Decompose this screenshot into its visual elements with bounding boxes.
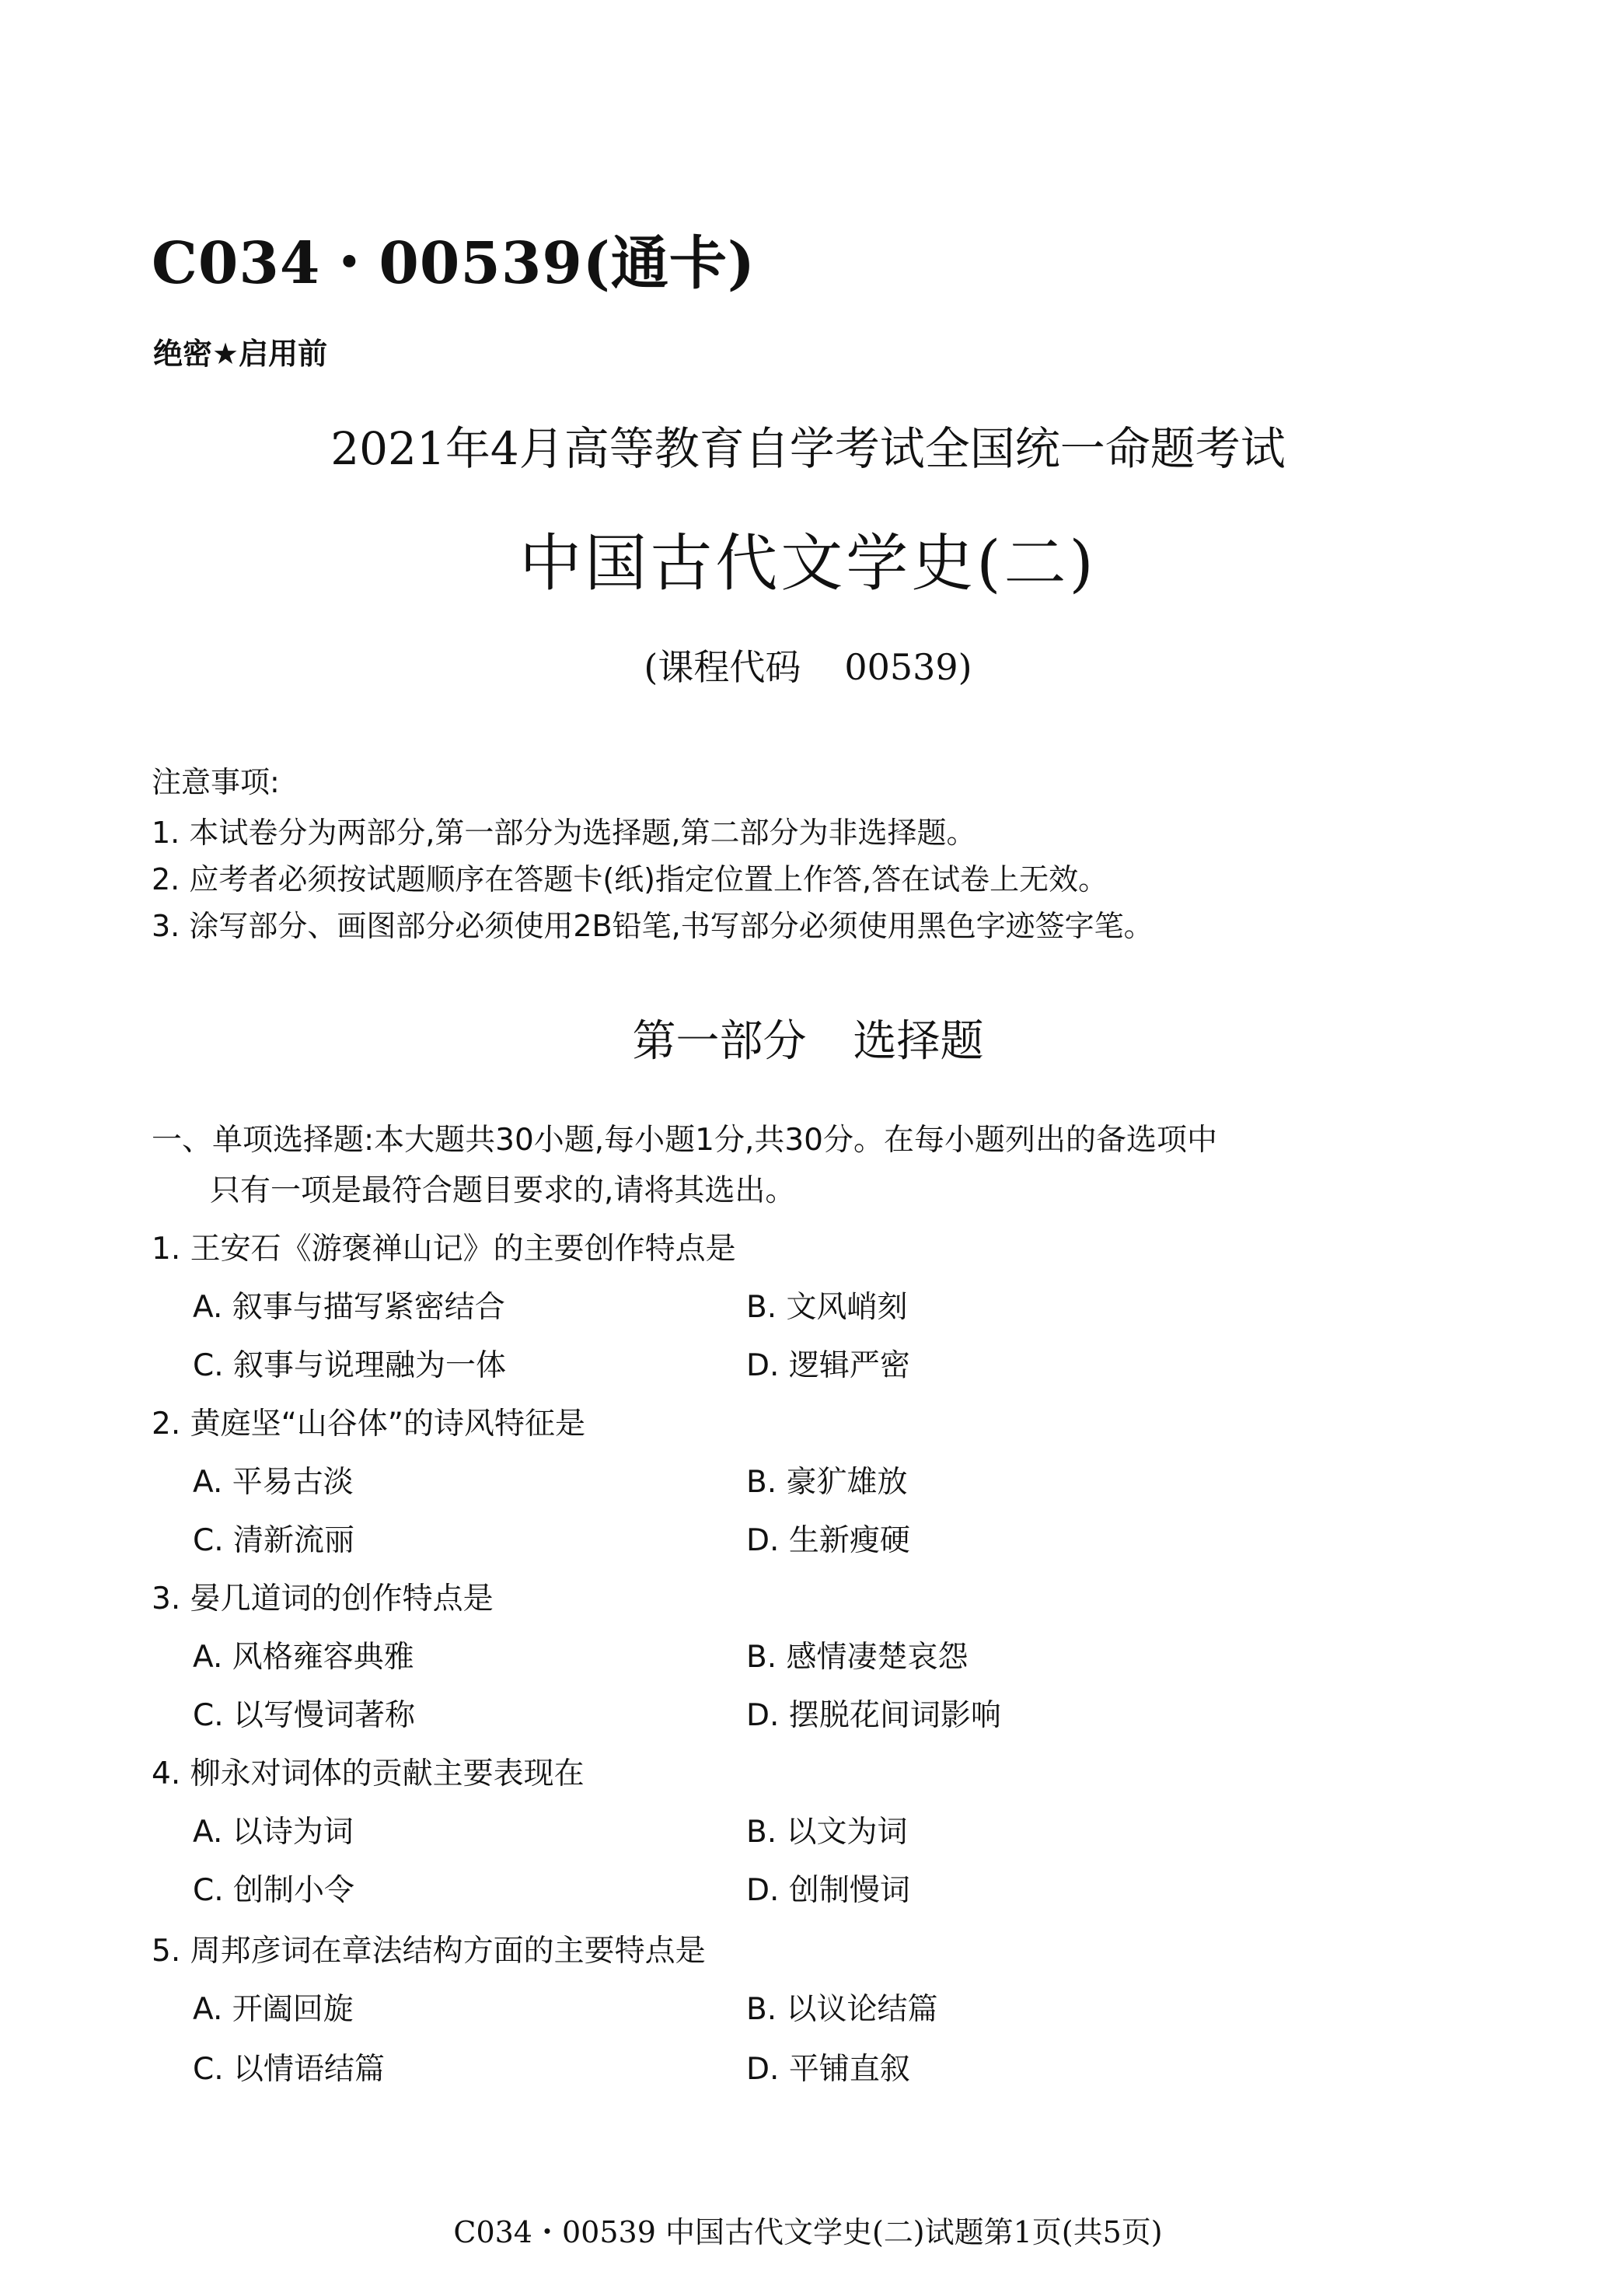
option-c: C. 叙事与说理融为一体 <box>193 1348 507 1383</box>
option-b: B. 感情凄楚哀怨 <box>746 1640 969 1675</box>
paper-code: C034・00539(通卡) <box>152 230 756 297</box>
option-d: D. 平铺直叙 <box>746 2052 910 2087</box>
option-c: C. 以情语结篇 <box>193 2052 386 2087</box>
part-title-a: 第一部分 <box>632 1016 807 1067</box>
part-title-b: 选择题 <box>853 1016 984 1067</box>
course-code-label: (课程代码 <box>644 646 801 688</box>
question-stem: 2. 黄庭坚“山谷体”的诗风特征是 <box>152 1407 586 1442</box>
note-item: 2. 应考者必须按试题顺序在答题卡(纸)指定位置上作答,答在试卷上无效。 <box>152 862 1108 896</box>
question-stem: 4. 柳永对词体的贡献主要表现在 <box>152 1756 585 1791</box>
option-d: D. 创制慢词 <box>746 1873 910 1908</box>
option-a: A. 风格雍容典雅 <box>193 1640 414 1675</box>
course-code-value: 00539) <box>844 646 972 688</box>
option-a: A. 开阖回旋 <box>193 1992 354 2027</box>
option-b: B. 文风峭刻 <box>746 1290 908 1325</box>
subject-title: 中国古代文学史(二) <box>519 527 1097 599</box>
notes-title: 注意事项: <box>152 765 280 799</box>
secret-label: 绝密★启用前 <box>153 337 328 371</box>
option-d: D. 摆脱花间词影响 <box>746 1698 1001 1733</box>
question-stem: 3. 晏几道词的创作特点是 <box>152 1581 494 1616</box>
option-b: B. 以议论结篇 <box>746 1992 938 2027</box>
option-a: A. 平易古淡 <box>193 1465 354 1500</box>
exam-title: 2021年4月高等教育自学考试全国统一命题考试 <box>330 422 1286 475</box>
page-footer: C034・00539 中国古代文学史(二)试题第1页(共5页) <box>453 2215 1163 2249</box>
option-c: C. 创制小令 <box>193 1873 355 1908</box>
option-b: B. 豪犷雄放 <box>746 1465 908 1500</box>
option-c: C. 以写慢词著称 <box>193 1698 416 1733</box>
course-code <box>0 639 1616 690</box>
question-stem: 5. 周邦彦词在章法结构方面的主要特点是 <box>152 1934 706 1969</box>
option-b: B. 以文为词 <box>746 1815 908 1850</box>
option-a: A. 以诗为词 <box>193 1815 354 1850</box>
option-d: D. 逻辑严密 <box>746 1348 910 1383</box>
note-item: 3. 涂写部分、画图部分必须使用2B铅笔,书写部分必须使用黑色字迹签字笔。 <box>152 909 1154 943</box>
question-stem: 1. 王安石《游褒禅山记》的主要创作特点是 <box>152 1232 736 1267</box>
note-item: 1. 本试卷分为两部分,第一部分为选择题,第二部分为非选择题。 <box>152 816 976 850</box>
option-d: D. 生新瘦硬 <box>746 1523 910 1558</box>
section-instruction-line2: 只有一项是最符合题目要求的,请将其选出。 <box>210 1173 796 1208</box>
part-title <box>0 1007 1616 1069</box>
option-c: C. 清新流丽 <box>193 1523 355 1558</box>
section-instruction-line1: 一、单项选择题:本大题共30小题,每小题1分,共30分。在每小题列出的备选项中 <box>152 1123 1217 1158</box>
option-a: A. 叙事与描写紧密结合 <box>193 1290 505 1325</box>
